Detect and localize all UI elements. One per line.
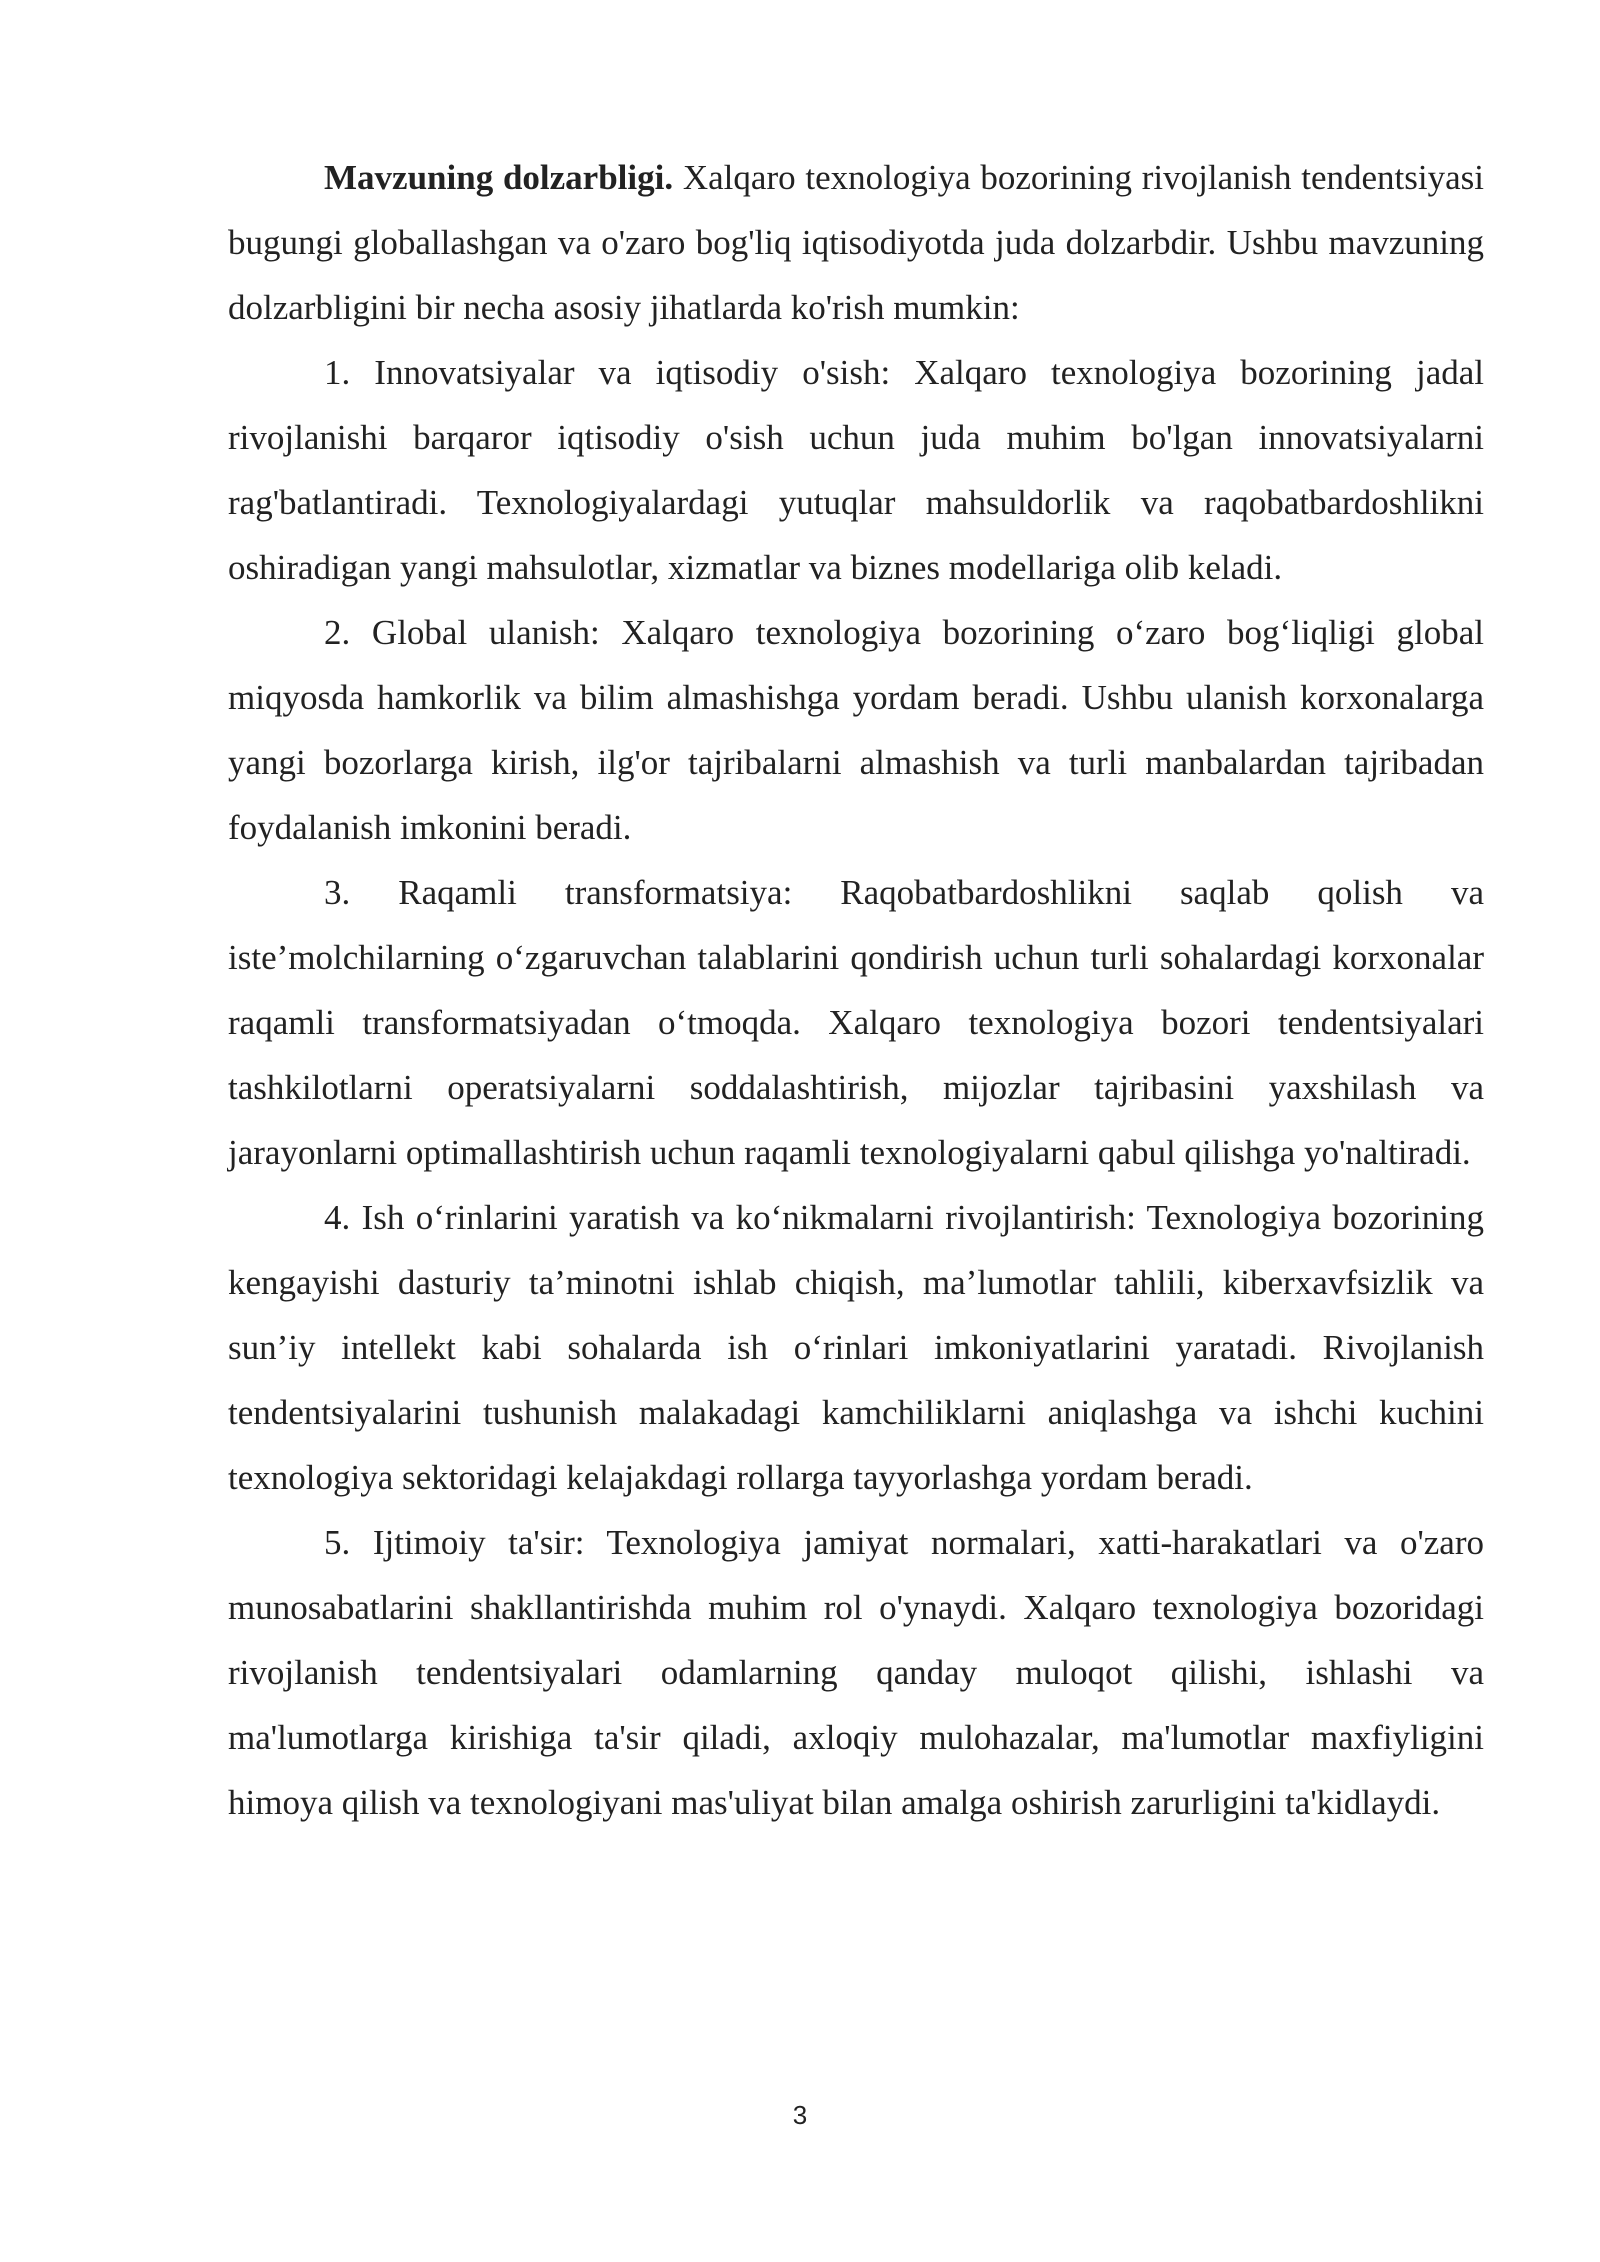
list-item-1: 1. Innovatsiyalar va iqtisodiy o'sish: Xalqaro texnologiya bozorining jadal rivojlanishi barqaror iqtisodiy o'sish uchun juda muhim bo'lgan innovatsiyalarni rag'batlantiradi. Texnologiyalardagi yutuqlar mahsuldorlik va raqobatbardoshlikni oshiradigan yangi mahsulotlar, xizmatlar va biznes modellariga olib keladi.: [228, 353, 1484, 587]
list-item-3: 3. Raqamli transformatsiya: Raqobatbardoshlikni saqlab qolish va iste’molchilarning o‘zgaruvchan talablarini qondirish uchun turli sohalardagi korxonalar raqamli transformatsiyadan o‘tmoqda. Xalqaro texnologiya bozori tendentsiyalari tashkilotlarni operatsiyalarni soddalashtirish, mijozlar tajribasini yaxshilash va jarayonlarni optimallashtirish uchun raqamli texnologiyalarni qabul qilishga yo'naltiradi.: [228, 873, 1484, 1172]
intro-text: Xalqaro texnologiya bozorining rivojlanish tendentsiyasi bugungi globallashgan va o'zaro bog'liq iqtisodiyotda juda dolzarbdir. Ushbu mavzuning dolzarbligini bir necha asosiy jihatlarda ko'rish mumkin:: [228, 158, 1484, 327]
body-text: [228, 145, 1484, 1835]
list-item-5: 5. Ijtimoiy ta'sir: Texnologiya jamiyat normalari, xatti-harakatlari va o'zaro munosabatlarini shakllantirishda muhim rol o'ynaydi. Xalqaro texnologiya bozoridagi rivojlanish tendentsiyalari odamlarning qanday muloqot qilishi, ishlashi va ma'lumotlarga kirishiga ta'sir qiladi, axloqiy mulohazalar, ma'lumotlar maxfiyligini himoya qilish va texnologiyani mas'uliyat bilan amalga oshirish zarurligini ta'kidlaydi.: [228, 1523, 1484, 1822]
intro-paragraph: [228, 145, 1484, 340]
list-item-2: 2. Global ulanish: Xalqaro texnologiya bozorining o‘zaro bog‘liqligi global miqyosda hamkorlik va bilim almashishga yordam beradi. Ushbu ulanish korxonalarga yangi bozorlarga kirish, ilg'or tajribalarni almashish va turli manbalardan tajribadan foydalanish imkonini beradi.: [228, 613, 1484, 847]
section-heading: Mavzuning dolzarbligi.: [324, 158, 674, 197]
page-number: 3: [792, 2100, 808, 2130]
list-item-4: 4. Ish o‘rinlarini yaratish va ko‘nikmalarni rivojlantirish: Texnologiya bozorining kengayishi dasturiy ta’minotni ishlab chiqish, ma’lumotlar tahlili, kiberxavfsizlik va sun’iy intellekt kabi sohalarda ish o‘rinlari imkoniyatlarini yaratadi. Rivojlanish tendentsiyalarini tushunish malakadagi kamchiliklarni aniqlashga va ishchi kuchini texnologiya sektoridagi kelajakdagi rollarga tayyorlashga yordam beradi.: [228, 1198, 1484, 1497]
